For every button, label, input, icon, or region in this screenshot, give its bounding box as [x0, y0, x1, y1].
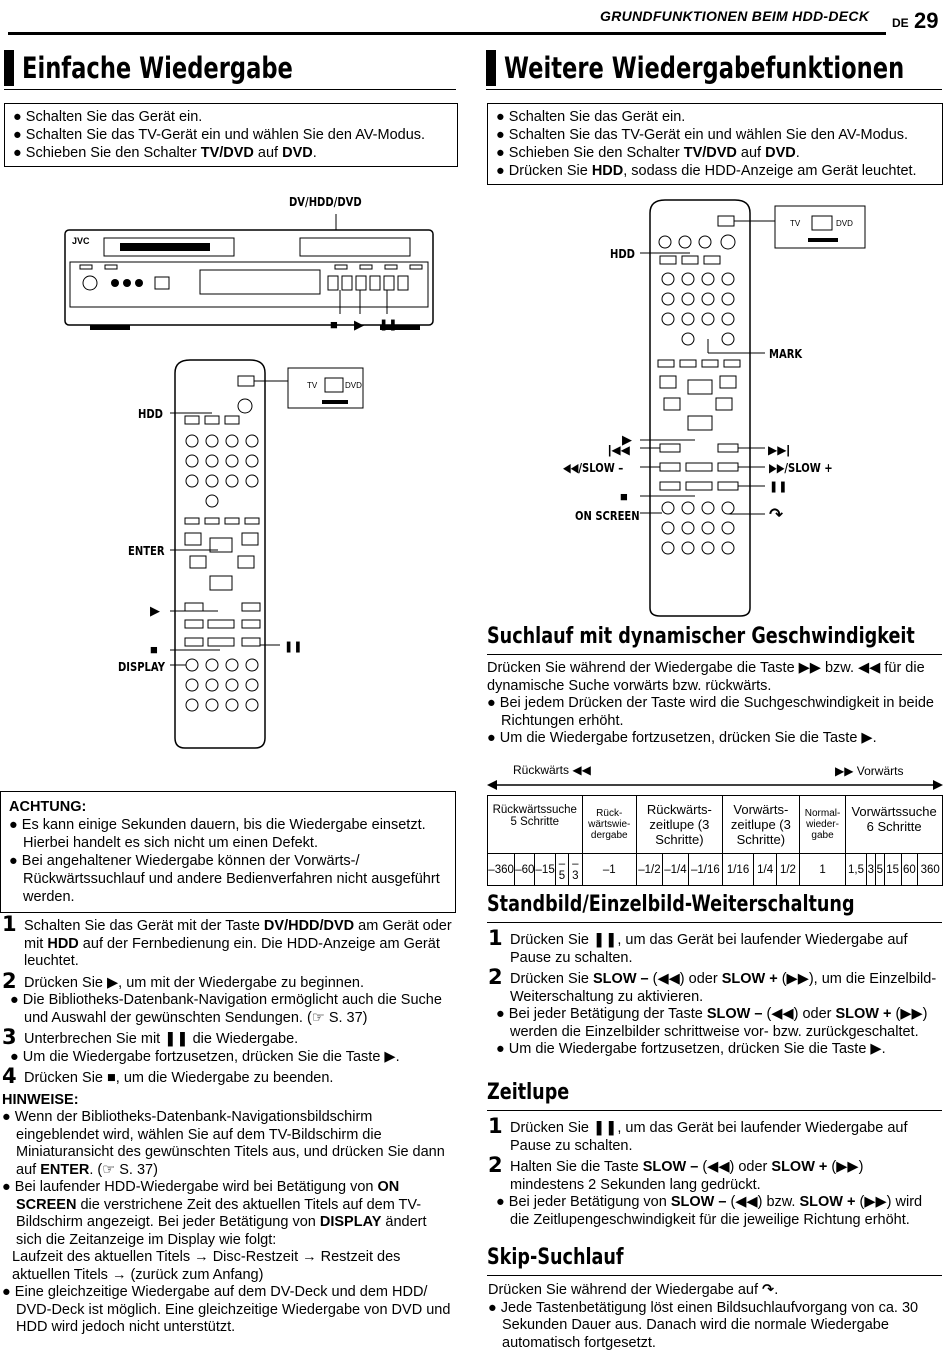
- left-section-title: Einfache Wiedergabe: [4, 48, 369, 88]
- dyn-search-title: Suchlauf mit dynamischer Geschwindigkeit: [487, 624, 915, 649]
- left-remote-pause-label: ❚❚: [284, 641, 303, 653]
- skip-text: Drücken Sie während der Wiedergabe auf ↷. ● Jede Tastenbetätigung löst einen Bildsuchlaufvorgang von ca. 30 Sekunden Dauer aus. Danach wird die normale Wiedergabe automatisch fortgesetzt.: [488, 1282, 919, 1351]
- skip-icon: ↷: [769, 505, 784, 524]
- right-remote-pause-label: ❚❚: [769, 481, 788, 493]
- dyn-search-text: Drücken Sie während der Wiedergabe die Taste ▶▶ bzw. ◀◀ für die dynamische Suche vorwärts bzw. rückwärts. ● Bei jedem Drücken der Taste wird die Suchgeschwindigkeit in beide Richtungen erhöht. ● Um die Wiedergabe fortzusetzen, drücken Sie die Taste ▶.: [487, 660, 934, 746]
- right-remote-slow-plus-label: ▶▶/SLOW +: [769, 460, 833, 475]
- left-steps: 1 Schalten Sie das Gerät mit der Taste DV/HDD/DVD am Gerät oder mit HDD auf der Fernbedienung ein. Die HDD-Anzeige am Gerät leuchtet. 2 Drücken Sie ▶, um mit der Wiedergabe zu beginnen. ● Die Bibliotheks-Datenbank-Navigation ermöglicht auch die Suche und Auswahl der gewünschten Sendungen. (☞ S. 37) 3 Unterbrechen Sie mit ❚❚ die Wiedergabe. ● Um die Wiedergabe fortzusetzen, drücken Sie die Taste ▶. 4 Drücken Sie ■, um die Wiedergabe zu beenden. HINWEISE: ● Wenn der Bibliotheks-Datenbank-Navigationsbildschirm eingeblendet wird, wählen Sie auf dem TV-Bildschirm die Miniaturansicht des gewünschten Titels aus, und drücken Sie dann auf ENTER. (☞ S. 37) ● Bei laufender HDD-Wiedergabe wird bei Betätigung von ON SCREEN die verstrichene Zeit des aktuellen Titels auf dem TV-Bildschirm angezeigt. Bei jeder Betätigung von DISPLAY ändert sich die Zeitanzeige im Display wie folgt: Laufzeit des aktuellen Titels → Disc-Restzeit → Restzeit des aktuellen Titels → (zurück zum Anfang) ● Eine gleichzeitige Wiedergabe auf dem DV-Deck und dem HDD/ DVD-Deck ist möglich. Eine gleichzeitige Wiedergabe von DVD und HDD wird jedoch nicht unterstützt.: [2, 912, 452, 1335]
- left-remote-play-label: ▶: [150, 603, 160, 618]
- skip-title: Skip-Suchlauf: [487, 1245, 624, 1270]
- right-remote-play-label: ▶: [622, 432, 632, 447]
- right-remote-dvd-label: DVD: [836, 219, 853, 228]
- speed-values-row: –360 –60 –15 –5 –3 –1 –1/2 –1/4 –1/16 1/16 1/4 1/2 1 1,5 3 5 15 60 360: [488, 854, 943, 886]
- right-prep-box: ● Schalten Sie das Gerät ein. ● Schalten Sie das TV-Gerät ein und wählen Sie den AV-Modus. ● Schieben Sie den Schalter TV/DVD auf DVD. ● Drücken Sie HDD, sodass die HDD-Anzeige am Gerät leuchtet.: [487, 103, 943, 185]
- achtung-box: ACHTUNG: ● Es kann einige Sekunden dauern, bis die Wiedergabe einsetzt. Hierbei handelt es sich nicht um einen Defekt. ● Bei angehaltener Wiedergabe können der Vorwärts-/ Rückwärtssuchlauf und andere Bedienverfahren nicht ausgeführt werden.: [0, 791, 456, 913]
- left-prep-box: ● Schalten Sie das Gerät ein. ● Schalten Sie das TV-Gerät ein und wählen Sie den AV-Modus. ● Schieben Sie den Schalter TV/DVD auf DVD.: [4, 103, 458, 167]
- deck-play-label: ▶: [354, 317, 364, 332]
- right-remote-slow-minus-label: ◀◀/SLOW –: [563, 460, 624, 475]
- step-4: 4 Drücken Sie ■, um die Wiedergabe zu beenden.: [2, 1064, 334, 1088]
- language-tag: DE: [892, 16, 909, 30]
- still-steps: 1 Drücken Sie ❚❚, um das Gerät bei laufender Wiedergabe auf Pause zu schalten. 2 Drücken Sie SLOW – (◀◀) oder SLOW + (▶▶), um die Einzelbild-Weiterschaltung zu aktivieren. ● Bei jeder Betätigung der Taste SLOW – (◀◀) oder SLOW + (▶▶) werden die Einzelbilder schrittweise vor- bzw. zurückgeschaltet. ● Um die Wiedergabe fortzusetzen, drücken Sie die Taste ▶.: [488, 926, 937, 1057]
- zeitlupe-steps: 1 Drücken Sie ❚❚, um das Gerät bei laufender Wiedergabe auf Pause zu schalten. 2 Halten Sie die Taste SLOW – (◀◀) oder SLOW + (▶▶) mindestens 2 Sekunden lang gedrückt. ● Bei jeder Betätigung von SLOW – (◀◀) bzw. SLOW + (▶▶) wird die Zeitlupengeschwindigkeit für die jeweilige Richtung erhöht.: [488, 1114, 923, 1228]
- right-remote-illustration: [640, 198, 870, 618]
- right-remote-stop-label: ■: [620, 489, 628, 504]
- right-remote-onscreen-label: ON SCREEN: [575, 508, 640, 523]
- arrow-left-label: Rückwärts ◀◀: [513, 763, 591, 777]
- left-remote-hdd-label: HDD: [138, 406, 163, 421]
- left-remote-stop-label: ■: [150, 642, 158, 657]
- left-remote-enter-label: ENTER: [128, 543, 165, 558]
- right-remote-mark-label: MARK: [769, 346, 803, 361]
- hinweise-title: HINWEISE:: [2, 1091, 79, 1108]
- speed-table: Rückwärtssuche 5 Schritte Rück-wärtswie-dergabe Rückwärts-zeitlupe (3 Schritte) Vorwärts-zeitlupe (3 Schritte) Normal-wieder-gabe Vorwärtssuche 6 Schritte –360 –60 –15 –5 –3 –1 –1/2 –1/4 –1/16 1/16 1/4 1/2 1 1,5 3 5 15 60 360: [487, 795, 943, 886]
- skip-symbol-icon: ↷: [762, 1282, 775, 1298]
- right-remote-next-label: ▶▶|: [768, 443, 790, 457]
- deck-pause-label: ❚❚: [379, 319, 398, 331]
- left-remote-display-label: DISPLAY: [118, 659, 165, 674]
- jvc-logo: JVC: [72, 236, 90, 246]
- left-remote-tv-label: TV: [307, 381, 318, 390]
- step-2: 2 Drücken Sie ▶, um mit der Wiedergabe zu beginnen.: [2, 968, 364, 993]
- right-section-title: Weitere Wiedergabefunktionen: [486, 48, 950, 88]
- step-1: 1 Schalten Sie das Gerät mit der Taste DV/HDD/DVD am Gerät oder mit HDD auf der Fernbedienung ein. Die HDD-Anzeige am Gerät leuchtet.: [2, 912, 452, 969]
- header-rule: [8, 32, 886, 35]
- deck-stop-label: ■: [330, 317, 338, 332]
- zeitlupe-title: Zeitlupe: [487, 1080, 570, 1105]
- right-remote-hdd-label: HDD: [610, 246, 635, 261]
- right-remote-tv-label: TV: [790, 219, 801, 228]
- deck-label-dvhdddvd: DV/HDD/DVD: [289, 194, 362, 209]
- step-3: 3 Unterbrechen Sie mit ❚❚ die Wiedergabe.: [2, 1025, 299, 1049]
- left-remote-dvd-label: DVD: [345, 381, 362, 390]
- right-remote-prev-label: |◀◀: [608, 443, 630, 457]
- page-number: 29: [914, 8, 939, 33]
- running-header: GRUNDFUNKTIONEN BEIM HDD-DECK: [600, 8, 870, 24]
- arrow-right-label: ▶▶ Vorwärts: [835, 764, 904, 778]
- left-remote-illustration: [170, 358, 370, 758]
- still-title: Standbild/Einzelbild-Weiterschaltung: [487, 892, 855, 917]
- direction-arrow: [487, 778, 943, 792]
